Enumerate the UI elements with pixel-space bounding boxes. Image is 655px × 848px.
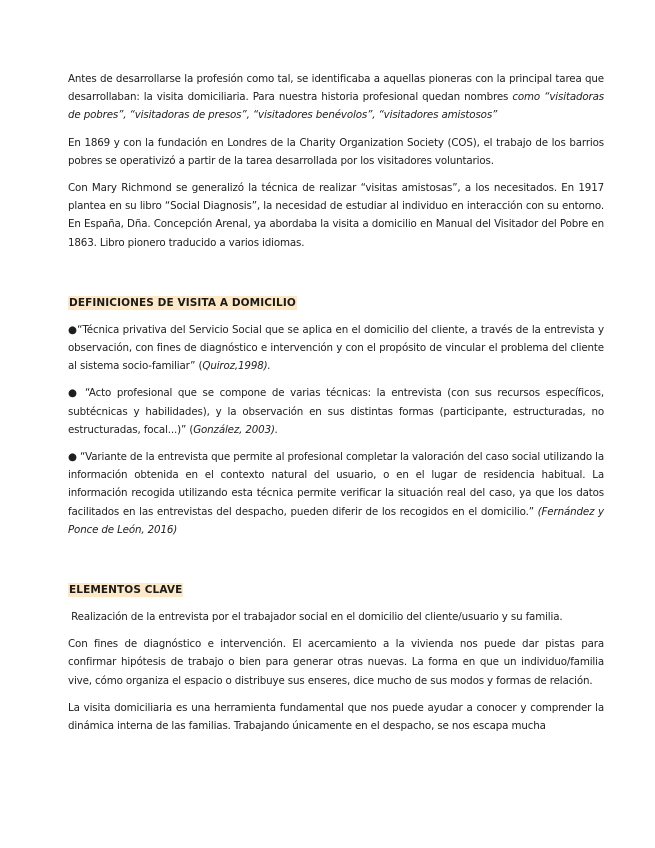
key-elements-paragraph-3: La visita domiciliaria es una herramienta fundamental que nos puede ayudar a conocer y comprender la dinámica interna de las familias. Trabajando únicamente en el despacho, se nos escapa mucha (68, 701, 604, 733)
definition-2 (68, 384, 604, 439)
intro-paragraph-3: Con Mary Richmond se generalizó la técnica de realizar “visitas amistosas”, a los necesitados. En 1917 plantea en su libro “Social Diagnosis”, la necesidad de estudiar al individuo en interacción con su entorno. En España, Dña. Concepción Arenal, ya abordaba la visita a domicilio en Manual del Visitador del Pobre en 1863. Libro pionero traducido a varios idiomas. (68, 182, 604, 249)
definition-3 (68, 448, 604, 539)
definition-1 (68, 321, 604, 376)
definition-1-citation: Quiroz,1998). (202, 360, 271, 373)
definition-3-text: ● “Variante de la entrevista que permite al profesional completar la valoración del caso social utilizando la información obtenida en el contexto natural del usuario, o en el lugar de residencia habitual. La información recogida utilizando esta técnica permite verificar la situación real del caso, ya que los datos facilitados en las entrevistas del despacho, pueden diferir de los recogidos en el domicilio.” (68, 451, 604, 518)
key-elements-heading: ELEMENTOS CLAVE (69, 584, 183, 597)
intro-paragraph-1-italic: como “visitadoras de pobres”, “visitadoras de presos”, “visitadores benévolos”, “visitadores amistosos” (68, 91, 604, 122)
document-page (68, 70, 604, 735)
definition-2-text: ● “Acto profesional que se compone de varias técnicas: la entrevista (con sus recursos específicos, subtécnicas y habilidades), y la observación en sus distintas formas (participante, estructuradas, no estructuradas, focal...)” ( (68, 387, 604, 436)
definition-2-citation: González, 2003). (193, 423, 278, 436)
key-elements-heading-wrap (68, 578, 604, 597)
key-elements-paragraph-1: Realización de la entrevista por el trabajador social en el domicilio del cliente/usuario y su familia. (68, 611, 563, 624)
intro-paragraph-1 (68, 70, 604, 125)
intro-paragraph-1-text: Antes de desarrollarse la profesión como tal, se identificaba a aquellas pioneras con la principal tarea que desarrollaban: la visita domiciliaria. Para nuestra historia profesional quedan nombres (68, 73, 604, 104)
definitions-heading: DEFINICIONES DE VISITA A DOMICILIO (69, 296, 296, 309)
definitions-heading-wrap (68, 291, 604, 310)
key-elements-paragraph-2: Con fines de diagnóstico e intervención. El acercamiento a la vivienda nos puede dar pistas para confirmar hipótesis de trabajo o bien para generar otras nuevas. La forma en que un individuo/familia vive, cómo organiza el espacio o distribuye sus enseres, dice mucho de sus modos y formas de relación. (68, 638, 604, 687)
definition-3-citation: (Fernández y Ponce de León, 2016) (68, 505, 604, 536)
intro-paragraph-2: En 1869 y con la fundación en Londres de la Charity Organization Society (COS), el trabajo de los barrios pobres se operativizó a partir de la tarea desarrollada por los visitadores voluntarios. (68, 136, 604, 167)
definition-1-text: ●“Técnica privativa del Servicio Social que se aplica en el domicilio del cliente, a través de la entrevista y observación, con fines de diagnóstico e intervención y con el propósito de vincular el problema del cliente al sistema socio-familiar” ( (68, 323, 604, 373)
